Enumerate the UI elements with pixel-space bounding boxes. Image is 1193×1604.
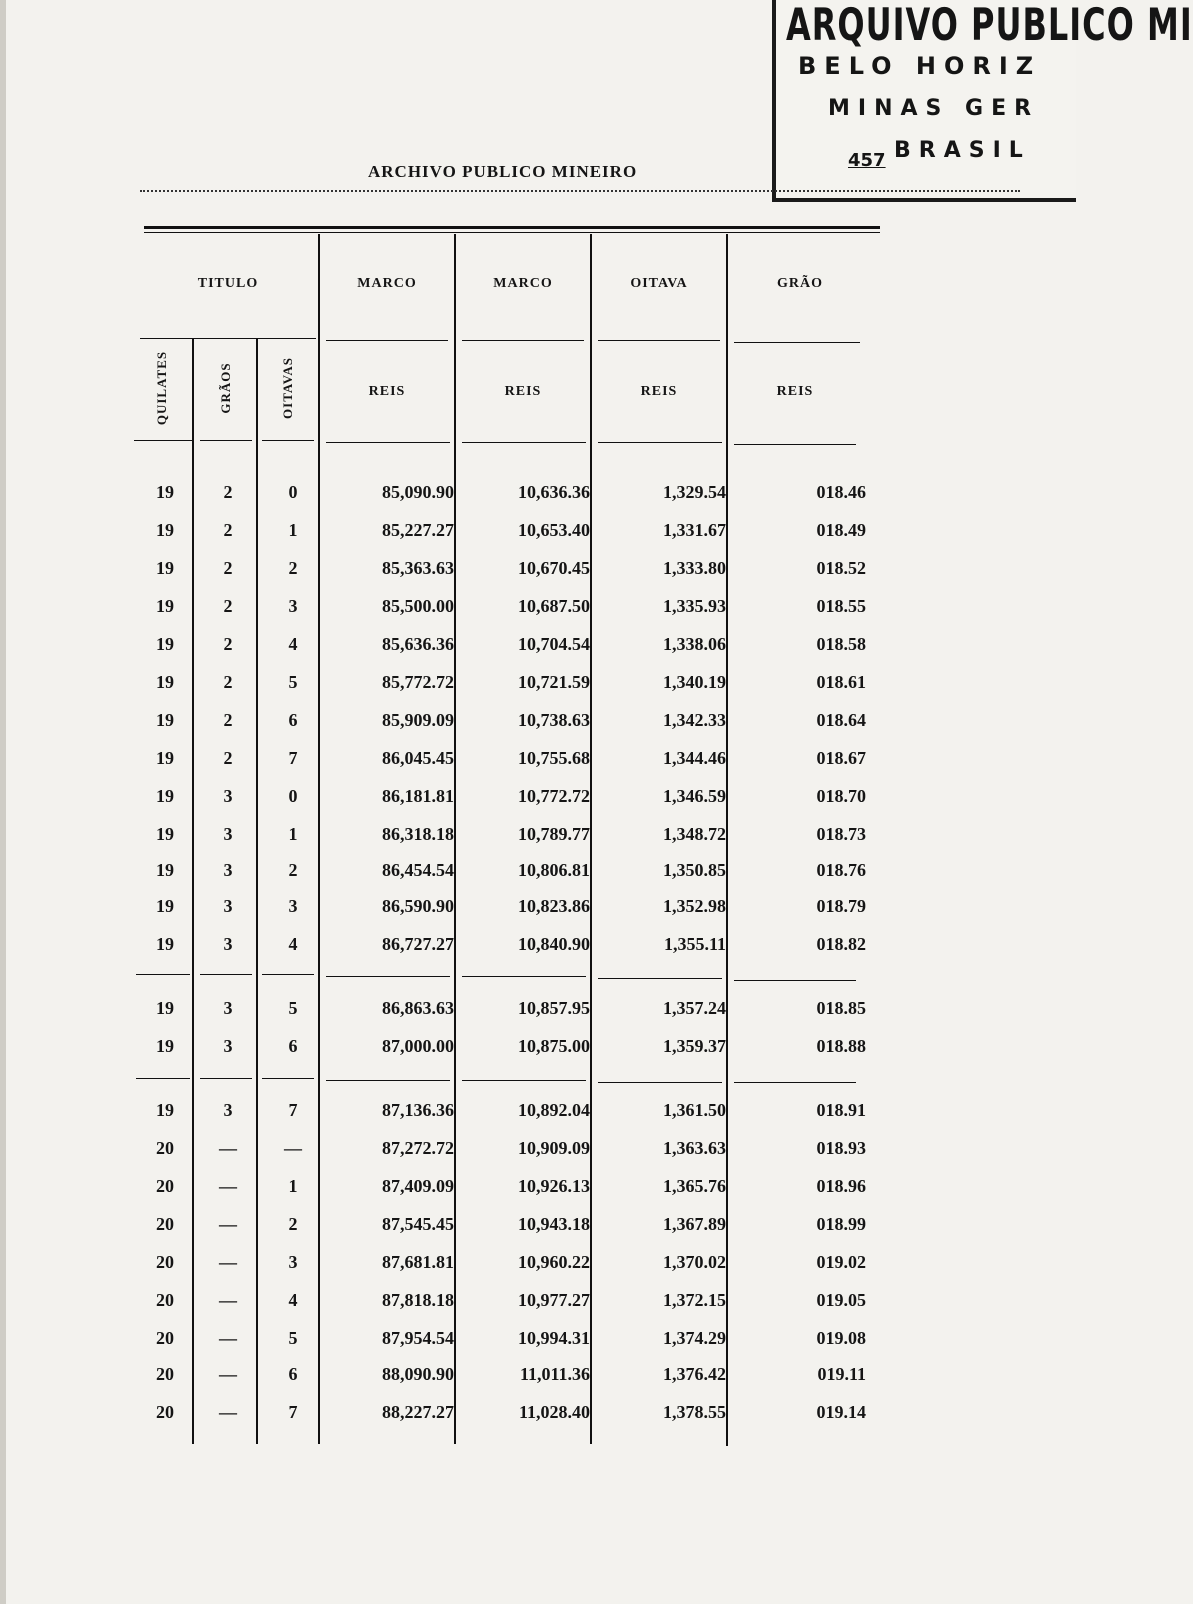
header-bottom-rule — [200, 440, 252, 441]
cell-oitava-reis: 1,359.37 — [663, 1036, 726, 1056]
cell-quilates: 20 — [156, 1176, 174, 1196]
table-row — [140, 1212, 880, 1250]
cell-graos: 2 — [223, 482, 233, 502]
cell-grao-reis: 018.49 — [816, 520, 866, 540]
cell-oitavas: 2 — [288, 860, 298, 880]
cell-marco-reis-2: 10,670.45 — [518, 558, 590, 578]
section-separator — [734, 1082, 856, 1083]
section-separator — [462, 1080, 586, 1081]
section-separator — [598, 1082, 722, 1083]
cell-oitavas: 0 — [288, 786, 298, 806]
cell-marco-reis-2: 11,028.40 — [518, 1402, 590, 1422]
cell-grao-reis: 018.55 — [816, 596, 866, 616]
cell-marco-reis-2: 10,721.59 — [518, 672, 590, 692]
cell-grao-reis: 019.08 — [816, 1328, 866, 1348]
cell-quilates: 20 — [156, 1402, 174, 1422]
cell-graos: 3 — [223, 786, 233, 806]
cell-marco-reis-1: 85,772.72 — [382, 672, 454, 692]
cell-marco-reis-1: 85,227.27 — [382, 520, 454, 540]
cell-graos: 2 — [223, 558, 233, 578]
cell-quilates: 19 — [156, 748, 174, 768]
cell-grao-reis: 018.52 — [816, 558, 866, 578]
table-row — [140, 784, 880, 822]
cell-grao-reis: 018.99 — [816, 1214, 866, 1234]
stamp-line-2: BELO HORIZ — [798, 52, 1042, 80]
cell-grao-reis: 019.02 — [816, 1252, 866, 1272]
cell-graos: 3 — [223, 896, 233, 916]
cell-graos: 3 — [223, 824, 233, 844]
cell-marco-reis-2: 10,687.50 — [518, 596, 590, 616]
section-separator — [326, 976, 450, 977]
cell-quilates: 20 — [156, 1138, 174, 1158]
cell-marco-reis-1: 87,818.18 — [382, 1290, 454, 1310]
cell-oitavas: — — [284, 1138, 302, 1158]
cell-quilates: 20 — [156, 1290, 174, 1310]
cell-marco-reis-1: 87,409.09 — [382, 1176, 454, 1196]
header-reis-4: REIS — [776, 384, 814, 399]
cell-oitava-reis: 1,367.89 — [663, 1214, 726, 1234]
cell-grao-reis: 018.61 — [816, 672, 866, 692]
cell-oitava-reis: 1,370.02 — [663, 1252, 726, 1272]
cell-grao-reis: 018.88 — [816, 1036, 866, 1056]
cell-grao-reis: 018.76 — [816, 860, 866, 880]
cell-oitavas: 2 — [288, 1214, 298, 1234]
cell-oitavas: 5 — [288, 998, 298, 1018]
cell-graos: — — [219, 1176, 237, 1196]
cell-oitava-reis: 1,352.98 — [663, 896, 726, 916]
cell-oitavas: 3 — [288, 896, 298, 916]
cell-quilates: 19 — [156, 896, 174, 916]
table-top-rule — [144, 226, 880, 229]
header-rule-marco1 — [326, 340, 448, 341]
cell-marco-reis-1: 86,181.81 — [382, 786, 454, 806]
cell-quilates: 20 — [156, 1252, 174, 1272]
header-reis-3: REIS — [640, 384, 678, 399]
cell-marco-reis-1: 86,318.18 — [382, 824, 454, 844]
cell-marco-reis-2: 10,755.68 — [518, 748, 590, 768]
cell-quilates: 19 — [156, 1036, 174, 1056]
table-row — [140, 632, 880, 670]
cell-oitava-reis: 1,333.80 — [663, 558, 726, 578]
page-number: 457 — [848, 150, 886, 171]
table-row — [140, 822, 880, 860]
table-row — [140, 1098, 880, 1136]
cell-oitavas: 2 — [288, 558, 298, 578]
cell-oitavas: 3 — [288, 596, 298, 616]
cell-oitavas: 7 — [288, 748, 298, 768]
cell-oitava-reis: 1,355.11 — [663, 934, 726, 954]
cell-marco-reis-2: 10,772.72 — [518, 786, 590, 806]
table-row — [140, 894, 880, 932]
cell-graos: — — [219, 1138, 237, 1158]
table-row — [140, 996, 880, 1034]
cell-grao-reis: 019.14 — [816, 1402, 866, 1422]
header-bottom-rule — [462, 442, 586, 443]
cell-oitava-reis: 1,342.33 — [663, 710, 726, 730]
section-separator — [200, 1078, 252, 1079]
cell-quilates: 20 — [156, 1364, 174, 1384]
cell-quilates: 20 — [156, 1214, 174, 1234]
cell-oitava-reis: 1,365.76 — [663, 1176, 726, 1196]
cell-quilates: 19 — [156, 1100, 174, 1120]
cell-marco-reis-2: 10,909.09 — [518, 1138, 590, 1158]
cell-oitavas: 7 — [288, 1100, 298, 1120]
cell-marco-reis-1: 86,045.45 — [382, 748, 454, 768]
cell-oitavas: 1 — [288, 1176, 298, 1196]
stamp-line-3: MINAS GER — [828, 96, 1040, 121]
table-row — [140, 746, 880, 784]
cell-oitava-reis: 1,338.06 — [663, 634, 726, 654]
header-reis-2: REIS — [504, 384, 542, 399]
header-bottom-rule — [734, 444, 856, 445]
cell-graos: 3 — [223, 860, 233, 880]
cell-quilates: 19 — [156, 998, 174, 1018]
table-row — [140, 1362, 880, 1400]
cell-oitavas: 0 — [288, 482, 298, 502]
cell-graos: — — [219, 1364, 237, 1384]
section-separator — [136, 974, 190, 975]
table-row — [140, 518, 880, 556]
section-separator — [200, 974, 252, 975]
cell-oitava-reis: 1,372.15 — [663, 1290, 726, 1310]
section-separator — [462, 976, 586, 977]
cell-grao-reis: 018.58 — [816, 634, 866, 654]
table-row — [140, 1326, 880, 1364]
header-marco-1: MARCO — [357, 276, 417, 291]
cell-oitavas: 5 — [288, 1328, 298, 1348]
cell-marco-reis-2: 10,875.00 — [518, 1036, 590, 1056]
header-graos: GRÃOS — [218, 362, 233, 414]
cell-marco-reis-2: 11,011.36 — [519, 1364, 590, 1384]
cell-oitavas: 3 — [288, 1252, 298, 1272]
cell-graos: — — [219, 1214, 237, 1234]
table-row — [140, 556, 880, 594]
cell-graos: 2 — [223, 748, 233, 768]
cell-grao-reis: 018.96 — [816, 1176, 866, 1196]
cell-oitavas: 5 — [288, 672, 298, 692]
cell-graos: 3 — [223, 1100, 233, 1120]
header-bottom-rule — [326, 442, 450, 443]
cell-marco-reis-1: 86,454.54 — [382, 860, 454, 880]
cell-grao-reis: 018.85 — [816, 998, 866, 1018]
cell-quilates: 19 — [156, 824, 174, 844]
cell-graos: — — [219, 1402, 237, 1422]
cell-oitavas: 4 — [288, 934, 298, 954]
cell-graos: 3 — [223, 1036, 233, 1056]
cell-marco-reis-2: 10,892.04 — [518, 1100, 590, 1120]
cell-oitava-reis: 1,344.46 — [663, 748, 726, 768]
cell-marco-reis-1: 87,136.36 — [382, 1100, 454, 1120]
table-row — [140, 1400, 880, 1438]
cell-graos: — — [219, 1290, 237, 1310]
cell-graos: 2 — [223, 634, 233, 654]
cell-quilates: 19 — [156, 672, 174, 692]
cell-marco-reis-2: 10,823.86 — [518, 896, 590, 916]
table-row — [140, 858, 880, 896]
header-oitavas: OITAVAS — [280, 357, 295, 419]
cell-grao-reis: 018.46 — [816, 482, 866, 502]
cell-marco-reis-1: 87,681.81 — [382, 1252, 454, 1272]
cell-oitavas: 6 — [288, 710, 298, 730]
cell-marco-reis-2: 10,994.31 — [518, 1328, 590, 1348]
section-separator — [262, 974, 314, 975]
section-separator — [598, 978, 722, 979]
cell-marco-reis-2: 10,926.13 — [518, 1176, 590, 1196]
cell-quilates: 19 — [156, 934, 174, 954]
table-top-rule-thin — [144, 232, 880, 233]
cell-quilates: 19 — [156, 596, 174, 616]
header-rule-oitava — [598, 340, 720, 341]
page-edge — [0, 0, 6, 1604]
cell-quilates: 19 — [156, 786, 174, 806]
cell-marco-reis-2: 10,704.54 — [518, 634, 590, 654]
cell-marco-reis-1: 87,000.00 — [382, 1036, 454, 1056]
header-rule-marco2 — [462, 340, 584, 341]
cell-quilates: 19 — [156, 860, 174, 880]
cell-quilates: 19 — [156, 634, 174, 654]
cell-grao-reis: 018.67 — [816, 748, 866, 768]
header-rule — [140, 190, 1020, 192]
cell-oitava-reis: 1,340.19 — [663, 672, 726, 692]
header-quilates: QUILATES — [154, 350, 169, 426]
cell-oitava-reis: 1,374.29 — [663, 1328, 726, 1348]
cell-marco-reis-1: 88,090.90 — [382, 1364, 454, 1384]
header-bottom-rule — [598, 442, 722, 443]
section-separator — [326, 1080, 450, 1081]
cell-graos: 2 — [223, 672, 233, 692]
cell-marco-reis-2: 10,636.36 — [518, 482, 590, 502]
cell-graos: 2 — [223, 710, 233, 730]
cell-marco-reis-2: 10,738.63 — [518, 710, 590, 730]
cell-marco-reis-2: 10,806.81 — [518, 860, 590, 880]
cell-oitavas: 4 — [288, 1290, 298, 1310]
cell-graos: 3 — [223, 934, 233, 954]
cell-marco-reis-1: 86,727.27 — [382, 934, 454, 954]
cell-marco-reis-1: 85,500.00 — [382, 596, 454, 616]
cell-marco-reis-2: 10,943.18 — [518, 1214, 590, 1234]
table-row — [140, 1288, 880, 1326]
table-row — [140, 1034, 880, 1072]
header-bottom-rule — [134, 440, 192, 441]
cell-oitavas: 6 — [288, 1364, 298, 1384]
cell-quilates: 19 — [156, 482, 174, 502]
header-titulo: TITULO — [197, 276, 259, 291]
table-row — [140, 1136, 880, 1174]
cell-graos: 2 — [223, 596, 233, 616]
cell-marco-reis-1: 86,590.90 — [382, 896, 454, 916]
cell-marco-reis-1: 85,090.90 — [382, 482, 454, 502]
table-row — [140, 480, 880, 518]
cell-graos: 3 — [223, 998, 233, 1018]
table-row — [140, 708, 880, 746]
cell-grao-reis: 018.93 — [816, 1138, 866, 1158]
stamp-line-1: ARQUIVO PUBLICO MI — [786, 0, 1193, 52]
cell-quilates: 19 — [156, 520, 174, 540]
cell-oitavas: 1 — [288, 824, 298, 844]
cell-oitava-reis: 1,346.59 — [663, 786, 726, 806]
cell-oitavas: 7 — [288, 1402, 298, 1422]
cell-grao-reis: 018.70 — [816, 786, 866, 806]
header-grao: GRÃO — [777, 276, 823, 291]
cell-grao-reis: 019.11 — [817, 1364, 866, 1384]
cell-marco-reis-1: 87,954.54 — [382, 1328, 454, 1348]
table-row — [140, 932, 880, 970]
header-oitava: OITAVA — [630, 276, 688, 291]
cell-marco-reis-1: 86,863.63 — [382, 998, 454, 1018]
cell-quilates: 19 — [156, 558, 174, 578]
cell-graos: 2 — [223, 520, 233, 540]
cell-marco-reis-2: 10,977.27 — [518, 1290, 590, 1310]
cell-oitava-reis: 1,378.55 — [663, 1402, 726, 1422]
cell-marco-reis-1: 87,272.72 — [382, 1138, 454, 1158]
cell-oitava-reis: 1,363.63 — [663, 1138, 726, 1158]
cell-oitavas: 4 — [288, 634, 298, 654]
cell-grao-reis: 019.05 — [816, 1290, 866, 1310]
header-marco-2: MARCO — [493, 276, 553, 291]
cell-oitavas: 6 — [288, 1036, 298, 1056]
table-row — [140, 670, 880, 708]
cell-marco-reis-1: 85,363.63 — [382, 558, 454, 578]
cell-marco-reis-1: 85,636.36 — [382, 634, 454, 654]
stamp-line-4: BRASIL — [894, 138, 1031, 163]
table-row — [140, 1250, 880, 1288]
cell-grao-reis: 018.64 — [816, 710, 866, 730]
header-rule-grao — [734, 342, 860, 343]
cell-quilates: 19 — [156, 710, 174, 730]
cell-marco-reis-2: 10,857.95 — [518, 998, 590, 1018]
cell-marco-reis-2: 10,840.90 — [518, 934, 590, 954]
cell-marco-reis-1: 85,909.09 — [382, 710, 454, 730]
cell-oitavas: 1 — [288, 520, 298, 540]
cell-marco-reis-2: 10,653.40 — [518, 520, 590, 540]
cell-oitava-reis: 1,361.50 — [663, 1100, 726, 1120]
cell-marco-reis-2: 10,789.77 — [518, 824, 590, 844]
cell-grao-reis: 018.79 — [816, 896, 866, 916]
cell-marco-reis-2: 10,960.22 — [518, 1252, 590, 1272]
cell-oitava-reis: 1,357.24 — [663, 998, 726, 1018]
section-separator — [262, 1078, 314, 1079]
table-row — [140, 594, 880, 632]
table-row — [140, 1174, 880, 1212]
section-separator — [734, 980, 856, 981]
cell-grao-reis: 018.91 — [816, 1100, 866, 1120]
cell-marco-reis-1: 87,545.45 — [382, 1214, 454, 1234]
header-reis-1: REIS — [368, 384, 406, 399]
cell-grao-reis: 018.73 — [816, 824, 866, 844]
cell-oitava-reis: 1,331.67 — [663, 520, 726, 540]
running-head: ARCHIVO PUBLICO MINEIRO — [368, 162, 638, 181]
cell-oitava-reis: 1,329.54 — [663, 482, 726, 502]
cell-graos: — — [219, 1328, 237, 1348]
cell-marco-reis-1: 88,227.27 — [382, 1402, 454, 1422]
section-separator — [136, 1078, 190, 1079]
cell-oitava-reis: 1,335.93 — [663, 596, 726, 616]
cell-oitava-reis: 1,348.72 — [663, 824, 726, 844]
cell-grao-reis: 018.82 — [816, 934, 866, 954]
cell-oitava-reis: 1,376.42 — [663, 1364, 726, 1384]
cell-quilates: 20 — [156, 1328, 174, 1348]
archive-stamp — [772, 0, 1193, 202]
cell-graos: — — [219, 1252, 237, 1272]
cell-oitava-reis: 1,350.85 — [663, 860, 726, 880]
header-bottom-rule — [262, 440, 314, 441]
